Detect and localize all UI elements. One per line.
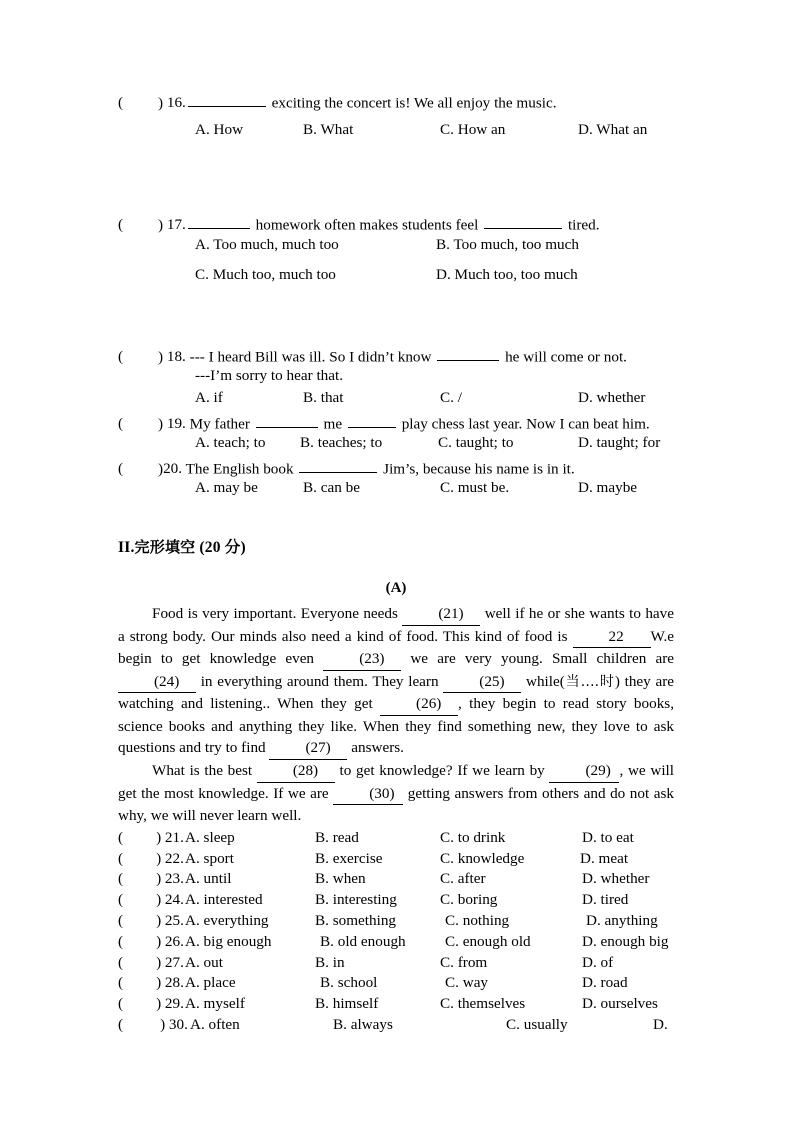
answer-bracket[interactable]	[118, 933, 184, 951]
option-b[interactable]: B. can be	[303, 479, 360, 496]
question-text: exciting the concert is! We all enjoy the music.	[267, 94, 557, 112]
answer-bracket[interactable]	[118, 870, 184, 888]
bracket-open: (	[118, 1015, 124, 1033]
question-number: 27.	[164, 953, 184, 971]
option-c[interactable]: C. knowledge	[440, 849, 525, 867]
bracket-close: )	[156, 828, 162, 846]
fill-blank-2[interactable]	[484, 214, 562, 229]
question-number: 22.	[164, 849, 184, 867]
option-b[interactable]: B. What	[303, 121, 354, 138]
bracket-open: (	[118, 828, 124, 846]
passage-text: while(	[521, 672, 565, 690]
answer-bracket[interactable]	[118, 217, 158, 233]
option-a[interactable]: A. out	[185, 953, 223, 971]
cloze-section-heading	[118, 535, 674, 557]
question-19	[118, 413, 674, 457]
option-c[interactable]: C. /	[440, 389, 462, 406]
question-16-stem	[118, 92, 674, 114]
bracket-open: (	[118, 415, 124, 433]
bracket-open: (	[118, 348, 124, 366]
question-text: My father	[189, 415, 254, 433]
passage-text: well if he or she wants to have a strong body. Our minds also need a kind of food. This kind of food is	[118, 605, 675, 645]
option-d[interactable]: D. maybe	[578, 479, 638, 496]
bracket-close: )	[158, 216, 164, 234]
option-a[interactable]: A. until	[185, 870, 232, 888]
question-number: 28.	[164, 974, 184, 992]
passage-text: What is the best	[152, 762, 257, 780]
bracket-close: )	[158, 94, 164, 112]
option-c[interactable]: C. boring	[440, 891, 498, 909]
option-b[interactable]: B. when	[315, 870, 366, 888]
option-d[interactable]: D. What an	[578, 121, 648, 138]
grammar-section	[118, 92, 674, 502]
question-18-options	[118, 390, 674, 412]
exam-sheet	[118, 92, 674, 1037]
fill-blank-2[interactable]	[348, 413, 396, 428]
option-d[interactable]: D. road	[582, 974, 628, 992]
passage-text: in everything around them. They learn	[196, 672, 444, 690]
option-d[interactable]: D.	[653, 1015, 668, 1033]
cloze-blank-24[interactable]: (24)	[118, 671, 196, 694]
question-number: 17.	[166, 216, 186, 234]
passage-text: ) they are watching and listening.. When they get	[118, 672, 674, 713]
option-a[interactable]: A. myself	[185, 995, 245, 1013]
cloze-option-row-26	[118, 933, 674, 954]
passage-text: , they begin to read story books, science books and anything they like. When they find something new, they love to ask questions and try to find	[118, 695, 674, 757]
question-text-end: he will come or not.	[501, 348, 627, 366]
cloze-passage	[118, 603, 674, 827]
question-number: 21.	[164, 828, 184, 846]
option-d[interactable]: D. ourselves	[582, 995, 658, 1013]
answer-bracket[interactable]	[118, 954, 184, 972]
option-a[interactable]: A. if	[195, 389, 223, 406]
heading-roman-numeral: II.	[118, 539, 135, 556]
cloze-option-row-23	[118, 870, 674, 891]
cloze-blank-21[interactable]: (21)	[402, 603, 480, 626]
option-b[interactable]: B. read	[315, 828, 359, 846]
question-19-stem	[118, 413, 674, 435]
question-text-mid: me	[319, 415, 346, 433]
answer-bracket[interactable]	[118, 349, 158, 365]
cloze-blank-26[interactable]: (26)	[380, 693, 458, 716]
answer-bracket[interactable]	[118, 912, 184, 930]
question-17-options-row1	[118, 237, 674, 267]
question-17-options-row2	[118, 267, 674, 297]
question-17-stem	[118, 214, 674, 236]
option-c[interactable]: C. taught; to	[438, 434, 514, 451]
option-a[interactable]: A. Too much, much too	[195, 236, 339, 253]
bracket-open: (	[118, 932, 124, 950]
option-d[interactable]: D. enough big	[582, 932, 669, 950]
passage-chinese-gloss: 当….时	[564, 673, 615, 690]
question-19-options	[118, 435, 674, 457]
answer-bracket[interactable]	[118, 461, 158, 477]
bracket-close: )	[156, 932, 162, 950]
bracket-close: )	[156, 870, 162, 888]
option-b[interactable]: B. exercise	[315, 849, 383, 867]
option-d[interactable]: D. taught; for	[578, 434, 661, 451]
question-text-end: tired.	[564, 216, 600, 234]
option-c[interactable]: C. after	[440, 870, 486, 888]
option-d[interactable]: D. anything	[586, 911, 658, 929]
heading-chinese-title: 完形填空	[134, 538, 196, 556]
cloze-blank-28[interactable]: (28)	[257, 760, 335, 783]
option-c[interactable]: C. way	[445, 974, 489, 992]
bracket-close: )	[156, 891, 162, 909]
bracket-close: )	[156, 995, 162, 1013]
question-18-stem	[118, 346, 674, 368]
passage-text: W.e begin to get knowledge even	[118, 627, 674, 668]
option-c[interactable]: C. enough old	[445, 932, 531, 950]
answer-bracket[interactable]	[118, 891, 184, 909]
question-number: 20.	[163, 460, 183, 478]
bracket-open: (	[118, 216, 124, 234]
question-number: 25.	[164, 911, 184, 929]
cloze-option-row-28	[118, 974, 674, 995]
passage-text: getting answers from others and do not ask why, we will never learn well.	[118, 784, 674, 825]
bracket-open: (	[118, 974, 124, 992]
question-text-end: Jim’s, because his name is in it.	[379, 460, 575, 478]
option-c[interactable]: C. must be.	[440, 479, 510, 496]
question-number: 30.	[168, 1015, 188, 1033]
cloze-option-row-30	[118, 1016, 674, 1037]
option-a[interactable]: A. How	[195, 121, 244, 138]
option-c[interactable]: C. themselves	[440, 995, 526, 1013]
question-18-stem-line2	[118, 368, 674, 390]
bracket-close: )	[158, 348, 164, 366]
option-b[interactable]: B. old enough	[320, 932, 406, 950]
cloze-option-row-24	[118, 891, 674, 912]
option-b[interactable]: B. something	[315, 911, 397, 929]
fill-blank[interactable]	[188, 92, 266, 107]
question-number: 19.	[166, 415, 186, 433]
option-c[interactable]: C. How an	[440, 121, 506, 138]
option-a[interactable]: A. often	[190, 1015, 240, 1033]
question-number: 23.	[164, 870, 184, 888]
option-a[interactable]: A. big enough	[185, 932, 272, 950]
question-text: The English book	[185, 460, 298, 478]
option-b[interactable]: B. always	[333, 1015, 393, 1033]
bracket-open: (	[118, 870, 124, 888]
option-c[interactable]: C. from	[440, 953, 488, 971]
bracket-close: )	[160, 1015, 166, 1033]
bracket-open: (	[118, 911, 124, 929]
bracket-open: (	[118, 460, 124, 478]
answer-bracket[interactable]	[118, 995, 184, 1013]
answer-bracket[interactable]	[118, 974, 184, 992]
cloze-blank-27[interactable]: (27)	[269, 737, 347, 760]
cloze-subtitle-label: (A)	[385, 580, 407, 596]
option-b[interactable]: B. Too much, too much	[436, 236, 579, 253]
cloze-subtitle	[118, 580, 674, 597]
bracket-close: )	[156, 911, 162, 929]
option-b[interactable]: B. that	[303, 389, 344, 406]
cloze-blank-22[interactable]: 22	[573, 626, 651, 649]
bracket-open: (	[118, 953, 124, 971]
question-20	[118, 458, 674, 502]
question-text-mid: homework often makes students feel	[251, 216, 483, 234]
option-c[interactable]: C. usually	[506, 1015, 568, 1033]
option-d[interactable]: D. whether	[582, 870, 650, 888]
bracket-open: (	[118, 891, 124, 909]
option-a[interactable]: A. everything	[185, 911, 269, 929]
option-a[interactable]: A. place	[185, 974, 236, 992]
question-number: 26.	[164, 932, 184, 950]
passage-text: we are very young. Small children are	[401, 650, 674, 668]
passage-text: to get knowledge? If we learn by	[334, 762, 550, 780]
passage-text: Food is very important. Everyone needs	[152, 605, 403, 622]
cloze-option-row-21	[118, 829, 674, 850]
cloze-option-row-29	[118, 995, 674, 1016]
option-d[interactable]: D. of	[582, 953, 614, 971]
fill-blank[interactable]	[299, 458, 377, 473]
option-c[interactable]: C. to drink	[440, 828, 506, 846]
answer-bracket[interactable]	[118, 829, 184, 847]
bracket-open: (	[118, 94, 124, 112]
heading-points: (20 分)	[195, 539, 246, 556]
option-a[interactable]: A. teach; to	[195, 434, 266, 451]
option-a[interactable]: A. sleep	[185, 828, 235, 846]
question-number: 29.	[164, 995, 184, 1013]
question-20-stem	[118, 458, 674, 480]
option-b[interactable]: B. himself	[315, 995, 379, 1013]
fill-blank-1[interactable]	[188, 214, 250, 229]
question-number: 24.	[164, 891, 184, 909]
bracket-close: )	[156, 953, 162, 971]
option-b[interactable]: B. school	[320, 974, 378, 992]
cloze-blank-30[interactable]: (30)	[333, 783, 403, 806]
option-b[interactable]: B. teaches; to	[300, 434, 383, 451]
question-number: 18.	[166, 348, 186, 366]
passage-text: , we will get the most knowledge. If we are	[118, 762, 674, 802]
option-d[interactable]: D. to eat	[582, 828, 634, 846]
option-d[interactable]: D. meat	[580, 849, 629, 867]
answer-bracket[interactable]	[118, 850, 184, 868]
cloze-blank-23[interactable]: (23)	[323, 648, 401, 671]
fill-blank-1[interactable]	[256, 413, 318, 428]
cloze-options-list	[118, 829, 674, 1037]
option-c[interactable]: C. Much too, much too	[195, 266, 336, 283]
cloze-paragraph-2	[118, 760, 674, 827]
option-b[interactable]: B. in	[315, 953, 345, 971]
question-20-options	[118, 480, 674, 502]
question-text: --- I heard Bill was ill. So I didn’t know	[189, 348, 436, 366]
cloze-paragraph-1	[118, 603, 674, 760]
answer-bracket[interactable]	[118, 416, 158, 432]
option-c[interactable]: C. nothing	[445, 911, 510, 929]
question-17	[118, 214, 674, 297]
question-text-line2: ---I’m sorry to hear that.	[195, 367, 344, 384]
question-16	[118, 92, 674, 152]
answer-bracket[interactable]	[118, 1016, 188, 1034]
cloze-option-row-22	[118, 850, 674, 871]
question-16-options	[118, 122, 674, 152]
question-number: 16.	[166, 94, 186, 112]
bracket-open: (	[118, 849, 124, 867]
question-18	[118, 346, 674, 412]
cloze-option-row-25	[118, 912, 674, 933]
cloze-blank-29[interactable]: (29)	[549, 760, 619, 783]
bracket-close: )	[158, 415, 164, 433]
cloze-option-row-27	[118, 954, 674, 975]
option-a[interactable]: A. interested	[185, 891, 263, 909]
bracket-close: )	[156, 974, 162, 992]
option-b[interactable]: B. interesting	[315, 891, 397, 909]
option-d[interactable]: D. whether	[578, 389, 646, 406]
option-d[interactable]: D. tired	[582, 891, 629, 909]
bracket-close: )	[158, 460, 164, 478]
question-text-end: play chess last year. Now I can beat him.	[397, 415, 650, 433]
bracket-close: )	[156, 849, 162, 867]
cloze-blank-25[interactable]: (25)	[443, 671, 521, 694]
answer-bracket[interactable]	[118, 95, 158, 111]
option-a[interactable]: A. may be	[195, 479, 258, 496]
bracket-open: (	[118, 995, 124, 1013]
option-a[interactable]: A. sport	[185, 849, 234, 867]
fill-blank[interactable]	[437, 346, 499, 361]
passage-text: answers.	[347, 739, 404, 757]
option-d[interactable]: D. Much too, too much	[436, 266, 578, 283]
